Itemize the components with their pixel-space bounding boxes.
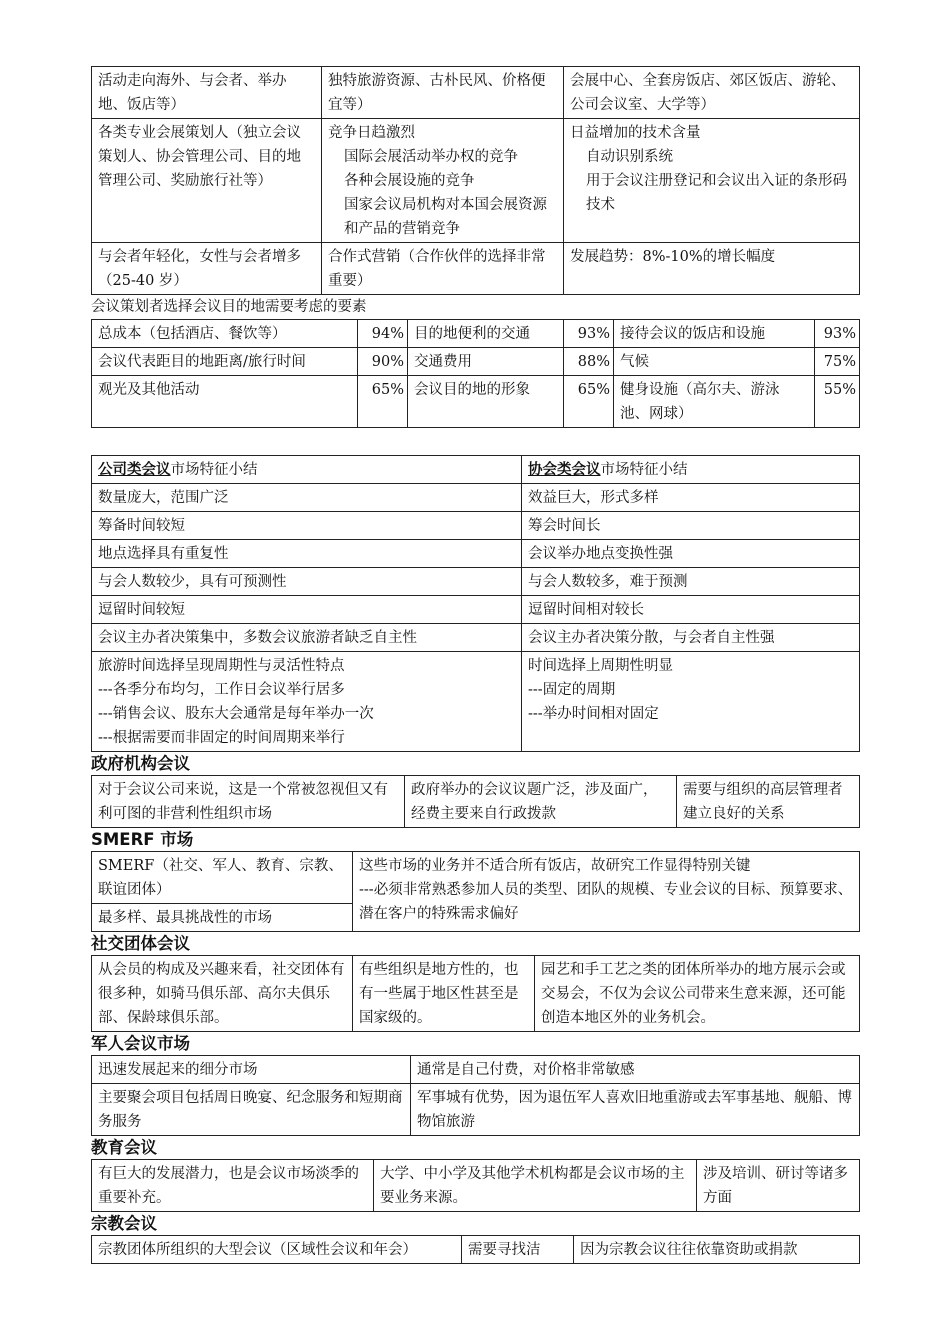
table-row <box>92 776 860 828</box>
association-header <box>522 456 860 484</box>
table-row <box>92 540 860 568</box>
corporate-title: 公司类会议 <box>98 461 171 478</box>
table-cell: 从会员的构成及兴趣来看，社交团体有很多种，如骑马俱乐部、高尔夫俱乐部、保龄球俱乐部。 <box>92 956 353 1032</box>
list-item: 自动识别系统 <box>586 149 673 165</box>
factor-label: 交通费用 <box>408 348 564 376</box>
section-heading-social: 社交团体会议 <box>91 934 190 953</box>
table-cell: 因为宗教会议往往依靠资助或捐款 <box>574 1236 860 1264</box>
table-header-row <box>92 456 860 484</box>
table-row <box>92 376 860 428</box>
table-row <box>92 67 860 119</box>
factors-caption: 会议策划者选择会议目的地需要考虑的要素 <box>91 299 367 315</box>
corporate-title-suffix: 市场特征小结 <box>170 462 258 478</box>
list-item: ---各季分布均匀，工作日会议举行居多 <box>98 682 345 698</box>
factor-label: 观光及其他活动 <box>92 376 358 428</box>
table-cell: 涉及培训、研讨等诸多方面 <box>697 1160 860 1212</box>
document-page <box>91 66 859 1264</box>
table-cell <box>322 119 564 243</box>
government-table <box>91 775 860 828</box>
factor-label: 健身设施（高尔夫、游泳池、网球） <box>614 376 815 428</box>
table-cell: 逗留时间相对较长 <box>522 596 860 624</box>
table-row <box>92 119 860 243</box>
table-row <box>92 1160 860 1212</box>
trends-table <box>91 66 860 295</box>
list-item: ---固定的周期 <box>528 682 616 698</box>
table-cell: 主要聚会项目包括周日晚宴、纪念服务和短期商务服务 <box>92 1084 411 1136</box>
table-cell: 有些组织是地方性的，也有一些属于地区性甚至是国家级的。 <box>353 956 535 1032</box>
table-row <box>92 568 860 596</box>
list-item: 用于会议注册登记和会议出入证的条形码技术 <box>586 173 847 213</box>
table-cell: 政府举办的会议议题广泛，涉及面广，经费主要来自行政拨款 <box>405 776 677 828</box>
table-cell: 独特旅游资源、古朴民风、价格便宜等） <box>322 67 564 119</box>
table-cell: 大学、中小学及其他学术机构都是会议市场的主要业务来源。 <box>374 1160 697 1212</box>
table-cell: 通常是自己付费，对价格非常敏感 <box>411 1056 860 1084</box>
table-cell: 园艺和手工艺之类的团体所举办的地方展示会或交易会，不仅为会议公司带来生意来源，还可能创造本地区外的业务机会。 <box>535 956 860 1032</box>
table-cell: 活动走向海外、与会者、举办地、饭店等） <box>92 67 322 119</box>
list-item: 各种会展设施的竞争 <box>344 173 475 189</box>
table-cell: 与会人数较多，难于预测 <box>522 568 860 596</box>
table-row <box>92 596 860 624</box>
table-row <box>92 320 860 348</box>
table-cell: 迅速发展起来的细分市场 <box>92 1056 411 1084</box>
factor-label: 目的地便利的交通 <box>408 320 564 348</box>
table-cell: 需要与组织的高层管理者建立良好的关系 <box>677 776 860 828</box>
table-row <box>92 624 860 652</box>
table-cell: 会议举办地点变换性强 <box>522 540 860 568</box>
table-cell: 军事城有优势，因为退伍军人喜欢旧地重游或去军事基地、舰船、博物馆旅游 <box>411 1084 860 1136</box>
section-heading-education: 教育会议 <box>91 1138 157 1157</box>
factor-percent: 93% <box>815 320 860 348</box>
education-table <box>91 1159 860 1212</box>
table-cell: 会展中心、全套房饭店、郊区饭店、游轮、公司会议室、大学等） <box>564 67 860 119</box>
factor-percent: 90% <box>358 348 408 376</box>
factor-percent: 93% <box>564 320 614 348</box>
factor-label: 会议代表距目的地距离/旅行时间 <box>92 348 358 376</box>
table-cell: SMERF（社交、军人、教育、宗教、联谊团体） <box>92 852 353 904</box>
table-row <box>92 1236 860 1264</box>
factors-table <box>91 319 860 428</box>
table-row <box>92 243 860 295</box>
association-title: 协会类会议 <box>528 461 601 478</box>
list-item: 旅游时间选择呈现周期性与灵活性特点 <box>98 658 345 674</box>
table-cell <box>564 119 860 243</box>
list-item: 国际会展活动举办权的竞争 <box>344 149 518 165</box>
table-cell: 最多样、最具挑战性的市场 <box>92 904 353 932</box>
smerf-table <box>91 851 860 932</box>
military-table <box>91 1055 860 1136</box>
table-cell: 合作式营销（合作伙伴的选择非常重要） <box>322 243 564 295</box>
table-row <box>92 348 860 376</box>
table-cell: 与会者年轻化，女性与会者增多（25-40 岁） <box>92 243 322 295</box>
table-row <box>92 1084 860 1136</box>
table-cell: 各类专业会展策划人（独立会议策划人、协会管理公司、目的地管理公司、奖励旅行社等） <box>92 119 322 243</box>
table-cell: 逗留时间较短 <box>92 596 522 624</box>
factor-percent: 65% <box>564 376 614 428</box>
table-cell: 发展趋势：8%-10%的增长幅度 <box>564 243 860 295</box>
table-cell: 筹会时间长 <box>522 512 860 540</box>
list-item: 这些市场的业务并不适合所有饭店，故研究工作显得特别关键 <box>359 858 751 874</box>
factor-percent: 75% <box>815 348 860 376</box>
corporate-header <box>92 456 522 484</box>
table-cell: 对于会议公司来说，这是一个常被忽视但又有利可图的非营利性组织市场 <box>92 776 405 828</box>
table-row <box>92 512 860 540</box>
factor-percent: 55% <box>815 376 860 428</box>
table-cell: 筹备时间较短 <box>92 512 522 540</box>
section-heading-government: 政府机构会议 <box>91 754 190 773</box>
section-heading-smerf: SMERF 市场 <box>91 830 194 849</box>
factor-label: 会议目的地的形象 <box>408 376 564 428</box>
table-row <box>92 652 860 752</box>
table-cell <box>353 852 860 932</box>
table-cell <box>522 652 860 752</box>
table-cell: 与会人数较少，具有可预测性 <box>92 568 522 596</box>
table-cell: 数量庞大，范围广泛 <box>92 484 522 512</box>
table-cell: 需要寻找洁 <box>462 1236 574 1264</box>
table-cell: 宗教团体所组织的大型会议（区域性会议和年会） <box>92 1236 462 1264</box>
section-heading-military: 军人会议市场 <box>91 1034 190 1053</box>
table-row <box>92 1056 860 1084</box>
religion-table <box>91 1235 860 1264</box>
table-cell: 会议主办者决策分散，与会者自主性强 <box>522 624 860 652</box>
factor-label: 气候 <box>614 348 815 376</box>
section-gap <box>91 428 859 455</box>
factor-percent: 88% <box>564 348 614 376</box>
social-table <box>91 955 860 1032</box>
table-cell: 有巨大的发展潜力，也是会议市场淡季的重要补充。 <box>92 1160 374 1212</box>
list-item: ---根据需要而非固定的时间周期来举行 <box>98 730 345 746</box>
factor-label: 接待会议的饭店和设施 <box>614 320 815 348</box>
section-heading-religion: 宗教会议 <box>91 1214 157 1233</box>
table-cell: 地点选择具有重复性 <box>92 540 522 568</box>
association-title-suffix: 市场特征小结 <box>600 462 688 478</box>
cell-heading: 竞争日趋激烈 <box>328 125 415 141</box>
list-item: 时间选择上周期性明显 <box>528 658 673 674</box>
factor-percent: 65% <box>358 376 408 428</box>
factor-label: 总成本（包括酒店、餐饮等） <box>92 320 358 348</box>
list-item: ---销售会议、股东大会通常是每年举办一次 <box>98 706 374 722</box>
cell-heading: 日益增加的技术含量 <box>570 125 701 141</box>
table-row <box>92 852 860 904</box>
table-cell <box>92 652 522 752</box>
table-cell: 效益巨大，形式多样 <box>522 484 860 512</box>
factor-percent: 94% <box>358 320 408 348</box>
table-cell: 会议主办者决策集中，多数会议旅游者缺乏自主性 <box>92 624 522 652</box>
list-item: ---举办时间相对固定 <box>528 706 659 722</box>
list-item: ---必须非常熟悉参加人员的类型、团队的规模、专业会议的目标、预算要求、潜在客户的特殊需求偏好 <box>359 882 853 922</box>
list-item: 国家会议局机构对本国会展资源和产品的营销竞争 <box>344 197 547 237</box>
comparison-table <box>91 455 860 752</box>
table-row <box>92 484 860 512</box>
table-row <box>92 956 860 1032</box>
